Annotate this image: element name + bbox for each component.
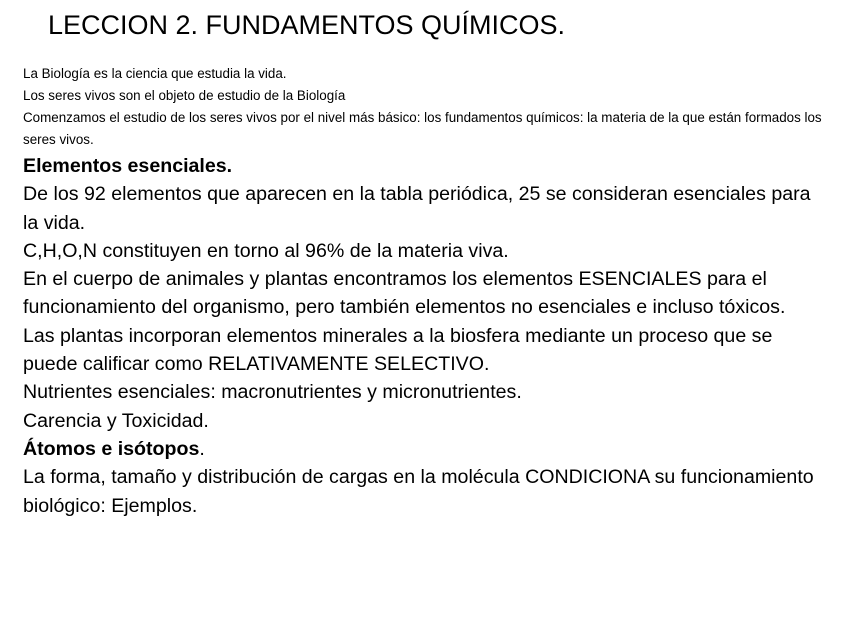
- body-block: [23, 152, 828, 520]
- paragraph: De los 92 elementos que aparecen en la tabla periódica, 25 se consideran esenciales para la vida.: [23, 183, 811, 234]
- intro-line: Los seres vivos son el objeto de estudio de la Biología: [23, 88, 346, 103]
- paragraph: C,H,O,N constituyen en torno al 96% de la materia viva.: [23, 239, 509, 262]
- intro-line: La Biología es la ciencia que estudia la vida.: [23, 66, 287, 81]
- intro-line: Comenzamos el estudio de los seres vivos por el nivel más básico: los fundamentos químicos: la materia de la que están formados los seres vivos.: [23, 110, 822, 147]
- atomos-heading-text: Átomos e isótopos: [23, 437, 200, 460]
- paragraph: Nutrientes esenciales: macronutrientes y micronutrientes.: [23, 381, 522, 404]
- intro-block: [23, 63, 823, 151]
- slide-title: LECCION 2. FUNDAMENTOS QUÍMICOS.: [48, 10, 566, 40]
- paragraph: En el cuerpo de animales y plantas encontramos los elementos ESENCIALES para el funcionamiento del organismo, pero también elementos no esenciales e incluso tóxicos.: [23, 268, 786, 319]
- section-heading-atomos: [23, 435, 828, 463]
- section-heading-elementos: Elementos esenciales.: [23, 155, 233, 177]
- atomos-heading-period: .: [199, 437, 205, 460]
- paragraph: Las plantas incorporan elementos minerales a la biosfera mediante un proceso que se puede calificar como RELATIVAMENTE SELECTIVO.: [23, 324, 773, 376]
- paragraph: Carencia y Toxicidad.: [23, 409, 209, 432]
- paragraph: La forma, tamaño y distribución de cargas en la molécula CONDICIONA su funcionamiento biológico: Ejemplos.: [23, 466, 814, 517]
